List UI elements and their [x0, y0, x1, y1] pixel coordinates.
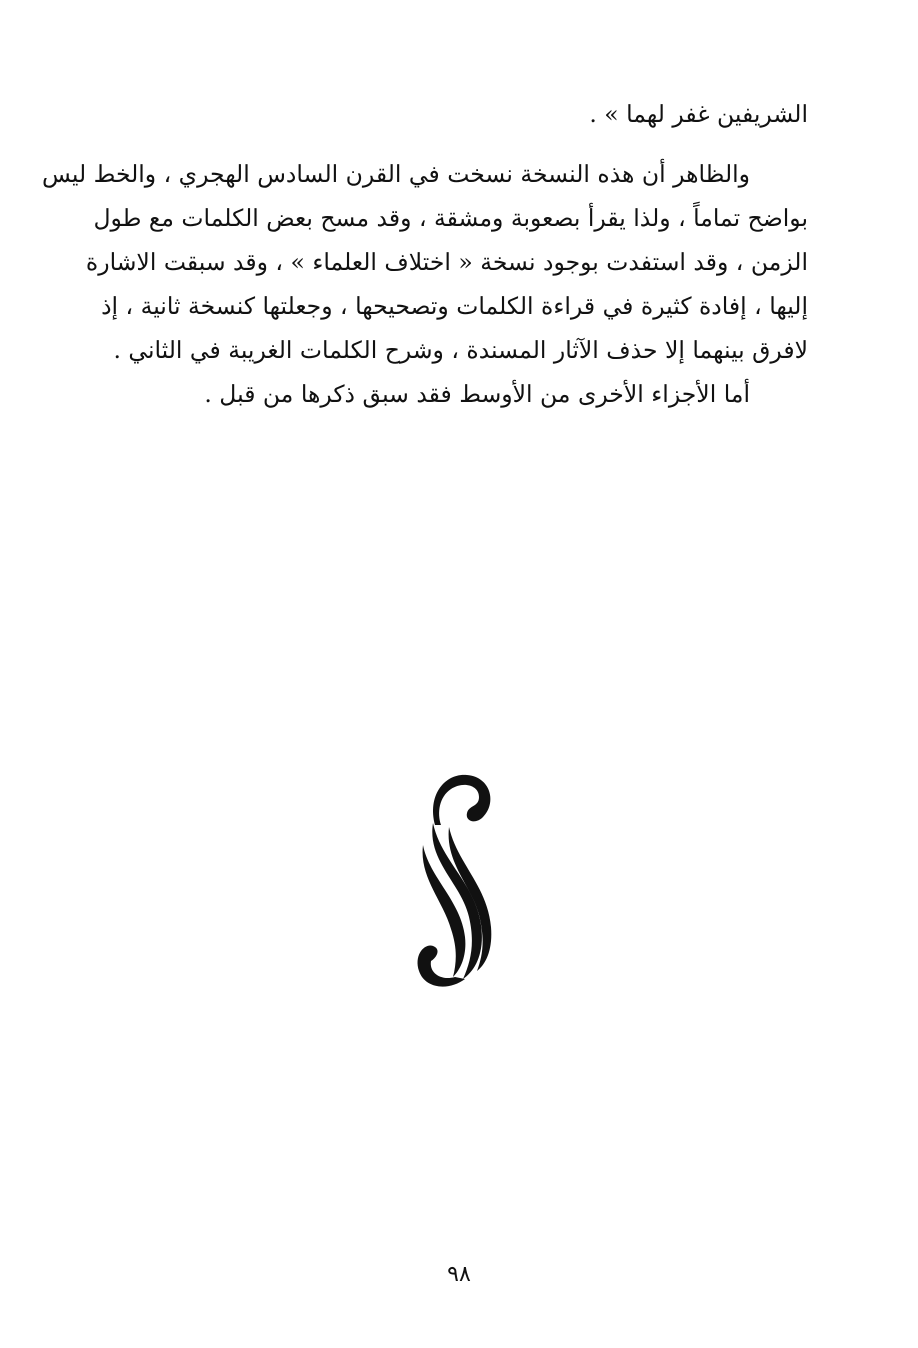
- text-line-4: الزمن ، وقد استفدت بوجود نسخة « اختلاف العلماء » ، وقد سبقت الاشارة: [85, 248, 808, 276]
- swash-s-ornament-icon: [405, 765, 505, 995]
- text-line-5: إليها ، إفادة كثيرة في قراءة الكلمات وتصحيحها ، وجعلتها كنسخة ثانية ، إذ: [101, 292, 808, 320]
- text-line-2: والظاهر أن هذه النسخة نسخت في القرن السادس الهجري ، والخط ليس: [41, 160, 750, 188]
- page-number: ٩٨: [447, 1262, 471, 1287]
- text-line-3: بواضح تماماً ، ولذا يقرأ بصعوبة ومشقة ، وقد مسح بعض الكلمات مع طول: [93, 204, 808, 232]
- text-line-7: أما الأجزاء الأخرى من الأوسط فقد سبق ذكرها من قبل .: [204, 380, 750, 408]
- body-text: [41, 92, 808, 416]
- text-line-6: لافرق بينهما إلا حذف الآثار المسندة ، وشرح الكلمات الغريبة في الثاني .: [113, 336, 808, 364]
- text-line-1: الشريفين غفر لهما » .: [589, 100, 808, 128]
